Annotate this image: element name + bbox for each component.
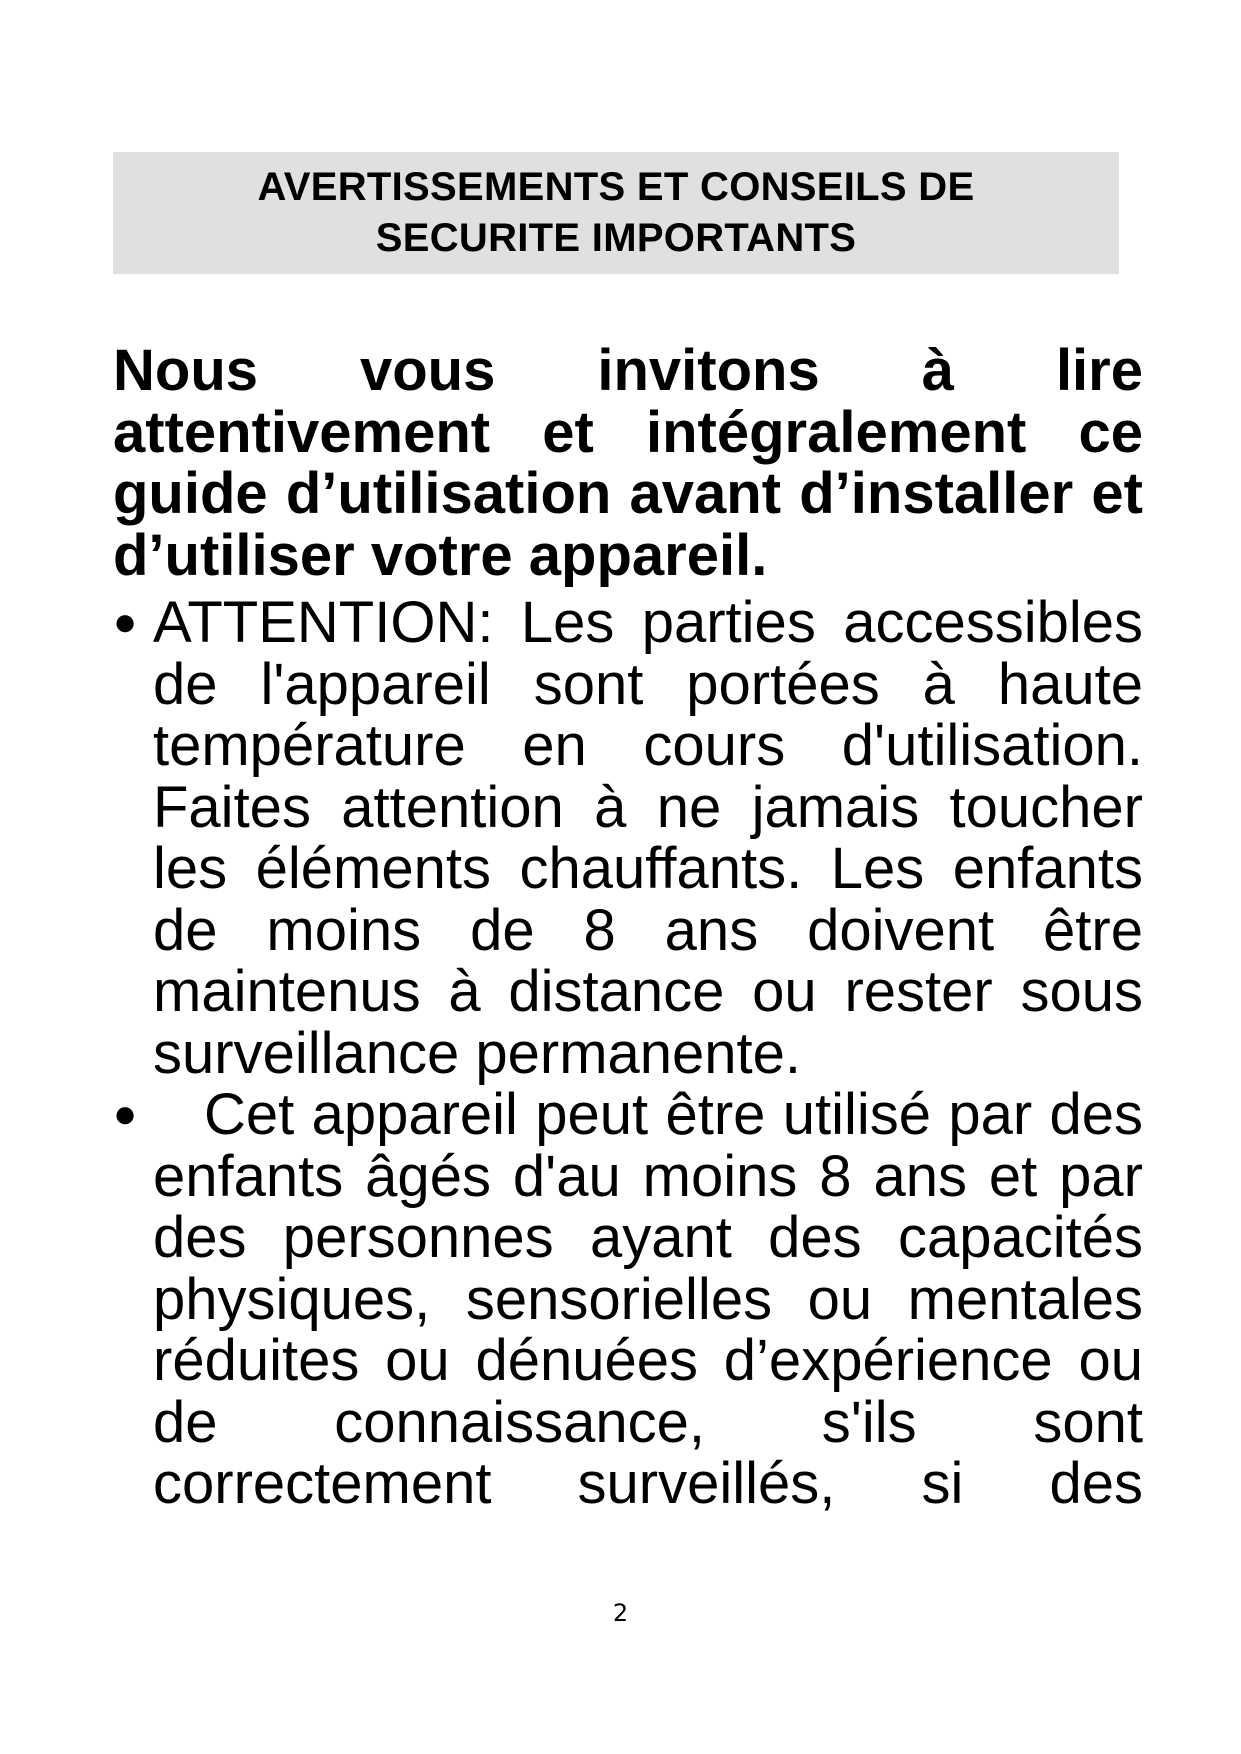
section-title-line-1: AVERTISSEMENTS ET CONSEILS DE [257, 165, 975, 209]
list-item-attention [113, 592, 1143, 1084]
bullet-icon: ● [113, 600, 138, 644]
section-title-line-2: SECURITE IMPORTANTS [375, 216, 857, 260]
list-item-text: Cet appareil peut être utilisé par des enfants âgés d'au moins 8 ans et par des personnes ayant des capacités physiques, sensorielles ou mentales réduites ou dénuées d’expérience ou de connaissance, s'ils sont correctement surveillés, si des [153, 1082, 1143, 1516]
list-item-usage [113, 1084, 1143, 1515]
list-item-text: ATTENTION: Les parties accessibles de l'appareil sont portées à haute température en cours d'utilisation. Faites attention à ne jamais toucher les éléments chauffants. Les enfants de moins de 8 ans doivent être maintenus à distance ou rester sous surveillance permanente. [153, 590, 1143, 1086]
intro-paragraph: Nous vous invitons à lire attentivement et intégralement ce guide d’utilisation avant d’installer et d’utiliser votre appareil. [113, 338, 1143, 588]
safety-warnings-list [113, 592, 1143, 1515]
page-number: 2 [612, 1599, 629, 1627]
bullet-icon: ● [113, 1092, 138, 1136]
section-header [113, 152, 1119, 274]
